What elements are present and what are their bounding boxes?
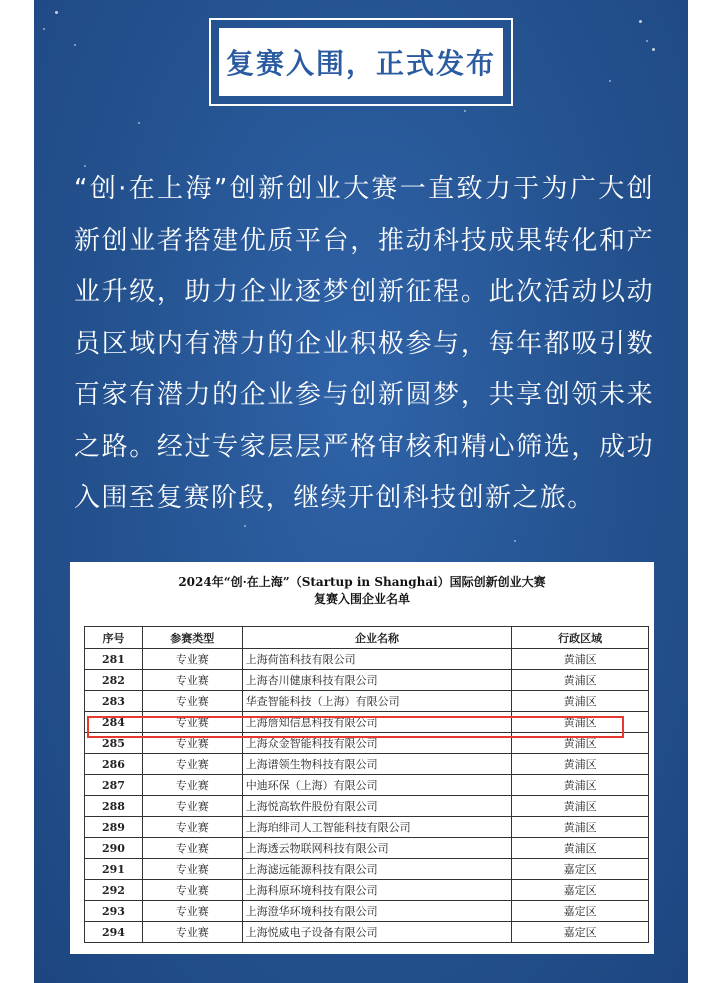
competition-type: 专业赛 (142, 691, 242, 712)
table-row (85, 733, 649, 754)
intro-paragraph: “创·在上海”创新创业大赛一直致力于为广大创新创业者搭建优质平台，推动科技成果转化和产业升级，助力企业逐梦创新征程。此次活动以动员区域内有潜力的企业积极参与，每年都吸引数百家有潜力的企业参与创新圆梦，共享创领未来之路。经过专家层层严格审核和精心筛选，成功入围至复赛阶段，继续开创科技创新之旅。 (74, 174, 654, 513)
company-name: 上海谱领生物科技有限公司 (242, 754, 512, 775)
document-title-line2: 复赛入围企业名单 (313, 592, 410, 606)
company-name: 上海滤远能源科技有限公司 (242, 859, 512, 880)
table-row (85, 838, 649, 859)
finalist-table (84, 626, 649, 943)
competition-type: 专业赛 (142, 754, 242, 775)
competition-type: 专业赛 (142, 838, 242, 859)
competition-type: 专业赛 (142, 817, 242, 838)
competition-type: 专业赛 (142, 880, 242, 901)
district: 黄浦区 (512, 691, 649, 712)
district: 黄浦区 (512, 838, 649, 859)
row-number: 292 (85, 880, 143, 901)
district: 嘉定区 (512, 901, 649, 922)
table-row (85, 817, 649, 838)
title-panel (219, 28, 503, 96)
district: 黄浦区 (512, 796, 649, 817)
district: 黄浦区 (512, 712, 649, 733)
column-header-district: 行政区域 (512, 627, 649, 649)
company-name: 上海悦高软件股份有限公司 (242, 796, 512, 817)
table-row (85, 670, 649, 691)
table-row (85, 754, 649, 775)
row-number: 290 (85, 838, 143, 859)
row-number: 294 (85, 922, 143, 943)
star-decoration (609, 80, 611, 82)
row-number: 287 (85, 775, 143, 796)
competition-type: 专业赛 (142, 712, 242, 733)
table-row (85, 712, 649, 733)
district: 嘉定区 (512, 922, 649, 943)
star-decoration (43, 28, 45, 30)
table-row (85, 880, 649, 901)
district: 黄浦区 (512, 817, 649, 838)
star-decoration (646, 40, 648, 42)
row-number: 284 (85, 712, 143, 733)
competition-type: 专业赛 (142, 796, 242, 817)
competition-type: 专业赛 (142, 922, 242, 943)
document-image (70, 562, 654, 954)
competition-type: 专业赛 (142, 901, 242, 922)
row-number: 293 (85, 901, 143, 922)
competition-type: 专业赛 (142, 649, 242, 670)
district: 黄浦区 (512, 775, 649, 796)
competition-type: 专业赛 (142, 670, 242, 691)
star-decoration (55, 11, 58, 14)
star-decoration (652, 48, 655, 51)
company-name: 上海杏川健康科技有限公司 (242, 670, 512, 691)
company-name: 上海珀绯司人工智能科技有限公司 (242, 817, 512, 838)
star-decoration (639, 20, 642, 23)
company-name: 上海科原环境科技有限公司 (242, 880, 512, 901)
competition-type: 专业赛 (142, 775, 242, 796)
star-decoration (514, 540, 516, 542)
table-row (85, 901, 649, 922)
row-number: 291 (85, 859, 143, 880)
star-decoration (138, 122, 140, 124)
table-row (85, 691, 649, 712)
company-name: 上海荷笛科技有限公司 (242, 649, 512, 670)
table-row (85, 775, 649, 796)
table-header-row (85, 627, 649, 649)
district: 嘉定区 (512, 880, 649, 901)
district: 黄浦区 (512, 733, 649, 754)
company-name: 上海澄华环境科技有限公司 (242, 901, 512, 922)
row-number: 281 (85, 649, 143, 670)
company-name: 上海悦威电子设备有限公司 (242, 922, 512, 943)
company-name: 上海众金智能科技有限公司 (242, 733, 512, 754)
star-decoration (74, 44, 76, 46)
row-number: 283 (85, 691, 143, 712)
row-number: 286 (85, 754, 143, 775)
table-row (85, 859, 649, 880)
table-row (85, 922, 649, 943)
row-number: 289 (85, 817, 143, 838)
star-decoration (244, 525, 246, 527)
column-header-number: 序号 (85, 627, 143, 649)
title-frame (209, 18, 513, 106)
competition-type: 专业赛 (142, 859, 242, 880)
company-name: 上海詹知信息科技有限公司 (242, 712, 512, 733)
row-number: 282 (85, 670, 143, 691)
row-number: 288 (85, 796, 143, 817)
table-body (85, 649, 649, 943)
document-title (70, 574, 654, 608)
district: 嘉定区 (512, 859, 649, 880)
district: 黄浦区 (512, 649, 649, 670)
company-name: 中迪环保（上海）有限公司 (242, 775, 512, 796)
district: 黄浦区 (512, 670, 649, 691)
row-number: 285 (85, 733, 143, 754)
column-header-type: 参赛类型 (142, 627, 242, 649)
column-header-company: 企业名称 (242, 627, 512, 649)
competition-type: 专业赛 (142, 733, 242, 754)
star-decoration (464, 110, 466, 112)
document-title-line1: 2024年“创·在上海”（Startup in Shanghai）国际创新创业大赛 (178, 575, 546, 589)
district: 黄浦区 (512, 754, 649, 775)
table-row (85, 796, 649, 817)
table-row (85, 649, 649, 670)
company-name: 华查智能科技（上海）有限公司 (242, 691, 512, 712)
company-name: 上海透云物联网科技有限公司 (242, 838, 512, 859)
page-title: 复赛入围，正式发布 (225, 47, 496, 80)
